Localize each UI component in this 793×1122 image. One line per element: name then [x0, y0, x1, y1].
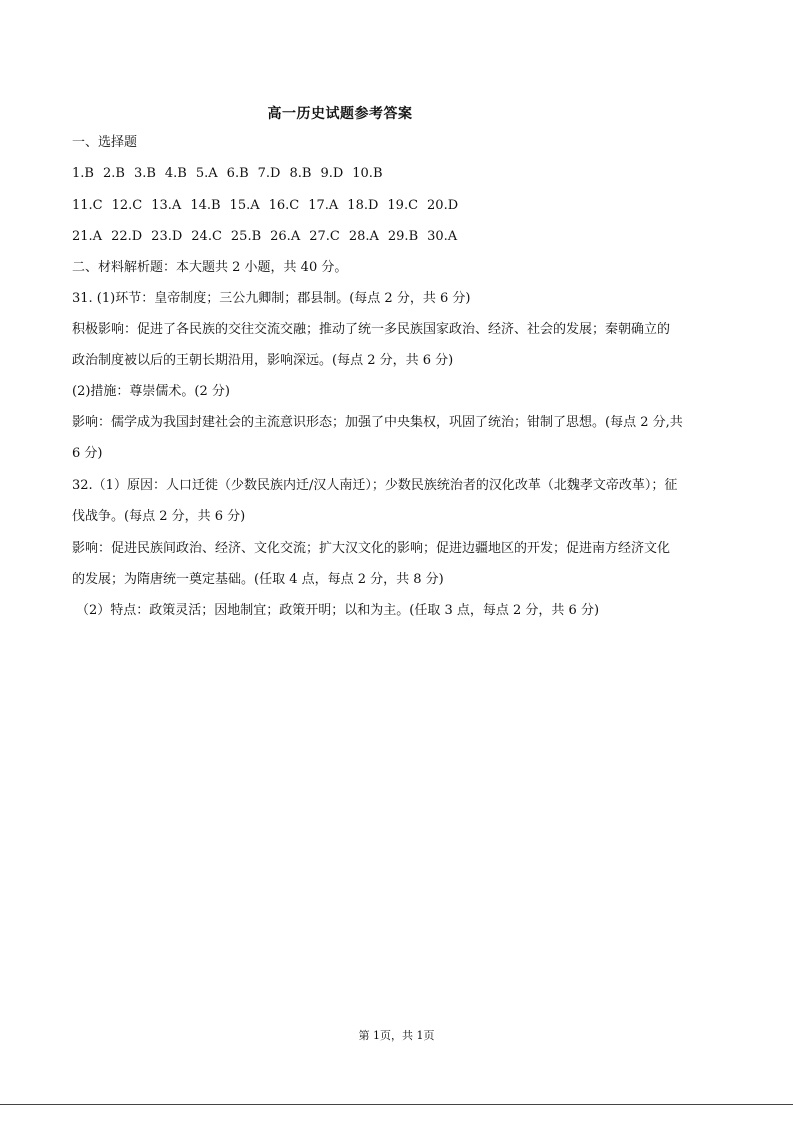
answer-item: 22.D: [111, 229, 143, 244]
answer-item: 29.B: [387, 229, 419, 244]
answer-item: 20.D: [427, 198, 459, 213]
answer-item: 21.A: [72, 229, 103, 244]
section-heading-choice: 一、选择题: [72, 135, 138, 150]
q31-impact-line2: 政治制度被以后的王朝长期沿用，影响深远。(每点 2 分，共 6 分): [72, 353, 454, 368]
page-footer: 第 1页，共 1页: [358, 1029, 435, 1042]
q32-part1-line2: 伐战争。(每点 2 分，共 6 分): [72, 509, 246, 524]
q31-part2-impact-line1: 影响：儒学成为我国封建社会的主流意识形态；加强了中央集权，巩固了统治；钳制了思想。(每点 2 分,共: [72, 415, 683, 430]
answer-item: 8.B: [289, 166, 312, 181]
answer-item: 9.D: [320, 166, 344, 181]
q31-part2: (2)措施：尊崇儒术。(2 分): [72, 384, 230, 399]
answer-item: 4.B: [164, 166, 187, 181]
section-heading-material: 二、材料解析题：本大题共 2 小题，共 40 分。: [72, 260, 348, 275]
q31-impact-line1: 积极影响：促进了各民族的交往交流交融；推动了统一多民族国家政治、经济、社会的发展；秦朝确立的: [72, 322, 671, 337]
answer-item: 5.A: [195, 166, 218, 181]
bottom-divider: [0, 1104, 793, 1105]
answer-item: 12.C: [111, 198, 143, 213]
answer-item: 26.A: [270, 229, 301, 244]
answer-item: 18.D: [347, 198, 379, 213]
answer-item: 6.B: [226, 166, 249, 181]
answer-item: 2.B: [102, 166, 125, 181]
q31-part1: 31. (1)环节：皇帝制度；三公九卿制；郡县制。(每点 2 分，共 6 分): [72, 291, 471, 306]
answer-item: 16.C: [268, 198, 300, 213]
answer-item: 10.B: [352, 166, 383, 181]
answer-item: 23.D: [151, 229, 183, 244]
answer-item: 1.B: [72, 166, 94, 181]
answer-item: 3.B: [133, 166, 156, 181]
answer-item: 24.C: [191, 229, 222, 244]
answer-row-2: [72, 197, 732, 215]
document-title: 高一历史试题参考答案: [267, 106, 413, 122]
answer-item: 13.A: [151, 198, 182, 213]
q32-impact-line2: 的发展；为隋唐统一奠定基础。(任取 4 点，每点 2 分，共 8 分): [72, 572, 444, 587]
q31-part2-impact-line2: 6 分): [72, 446, 103, 461]
answer-item: 11.C: [72, 198, 103, 213]
answer-item: 14.B: [190, 198, 221, 213]
q32-part1-line1: 32.（1）原因：人口迁徙（少数民族内迁/汉人南迁）；少数民族统治者的汉化改革（北魏孝文帝改革）；征: [72, 478, 678, 493]
q32-part2: （2）特点：政策灵活；因地制宜；政策开明；以和为主。(任取 3 点，每点 2 分，共 6 分): [76, 603, 600, 618]
q32-impact-line1: 影响：促进民族间政治、经济、文化交流；扩大汉文化的影响；促进边疆地区的开发；促进南方经济文化: [72, 541, 671, 556]
answer-item: 7.D: [257, 166, 281, 181]
answer-row-1: [72, 165, 732, 183]
answer-item: 27.C: [309, 229, 340, 244]
answer-item: 15.A: [229, 198, 260, 213]
answer-item: 17.A: [308, 198, 339, 213]
answer-item: 30.A: [427, 229, 458, 244]
answer-item: 25.B: [230, 229, 262, 244]
answer-item: 19.C: [387, 198, 419, 213]
answer-row-3: [72, 228, 732, 246]
answer-item: 28.A: [348, 229, 379, 244]
